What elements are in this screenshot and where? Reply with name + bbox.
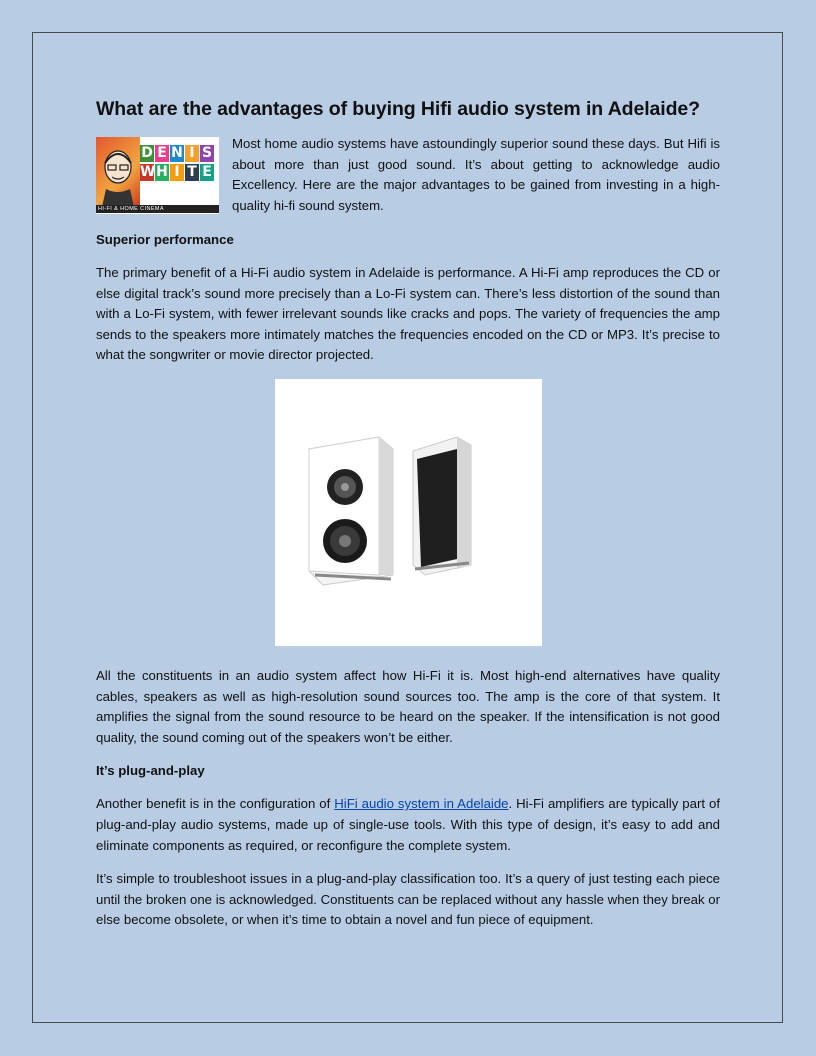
section-heading-plug-and-play: It’s plug-and-play bbox=[96, 763, 205, 779]
logo-letter: N bbox=[171, 145, 183, 161]
logo-portrait bbox=[96, 137, 140, 207]
paragraph: The primary benefit of a Hi-Fi audio system in Adelaide is performance. A Hi-Fi amp reproduces the CD or else digital track’s sound more precisely than a Lo-Fi system can. There’s less distortion of the sound than with a Lo-Fi system, with fewer irrelevant sounds like cracks and pops. The variety of frequencies the amp sends to the speakers more intimately matches the frequencies encoded on the CD or MP3. It’s precise to what the songwriter or movie director projected. bbox=[96, 265, 720, 363]
article bbox=[96, 96, 720, 944]
logo-letter: H bbox=[156, 164, 168, 180]
paragraph: All the constituents in an audio system affect how Hi-Fi it is. Most high-end alternatives have quality cables, speakers as well as high-resolution sound sources too. The amp is the core of that system. It amplifies the signal from the sound resource to be heard on the speaker. If the intensification is not good quality, the sound coming out of the speakers won’t be either. bbox=[96, 667, 720, 745]
logo-lettering bbox=[140, 145, 216, 183]
page-title: What are the advantages of buying Hifi audio system in Adelaide? bbox=[96, 98, 700, 120]
denis-white-logo bbox=[96, 137, 219, 214]
logo-letter: T bbox=[185, 164, 199, 181]
logo-letter: E bbox=[200, 164, 214, 181]
paragraph-text: Another benefit is in the configuration of bbox=[96, 796, 335, 812]
logo-letter: I bbox=[170, 164, 184, 181]
logo-letter: E bbox=[155, 145, 169, 162]
paragraph: It’s simple to troubleshoot issues in a plug-and-play classification too. It’s a query of just testing each piece until the broken one is acknowledged. Constituents can be replaced without any hassle when they break or else become obsolete, or when it’s time to obtain a novel and fun piece of equipment. bbox=[96, 871, 720, 928]
intro-paragraph: Most home audio systems have astoundingly superior sound these days. But Hifi is about more than just good sound. It’s about getting to acknowledge audio Excellency. Here are the major advantages to be gained from investing in a high-quality hi-fi sound system. bbox=[232, 136, 720, 213]
paragraph-text: . Hi-Fi amplifiers are typically part of plug-and-play audio systems, made up of single-use tools. With this type of design, it’s easy to add and eliminate components as required, or reconfigure the complete system. bbox=[96, 796, 720, 853]
logo-letter: I bbox=[185, 145, 199, 162]
logo-letter: S bbox=[201, 145, 213, 161]
logo-tagline: HI-FI & HOME CINEMA bbox=[96, 205, 219, 213]
section-heading-performance: Superior performance bbox=[96, 232, 234, 247]
hifi-audio-adelaide-link[interactable]: HiFi audio system in Adelaide bbox=[334, 796, 509, 812]
paragraph-with-link bbox=[96, 794, 720, 856]
intro-block bbox=[96, 134, 720, 218]
logo-letter: W bbox=[140, 164, 156, 180]
speakers-image bbox=[275, 379, 542, 646]
logo-letter: D bbox=[141, 145, 153, 161]
